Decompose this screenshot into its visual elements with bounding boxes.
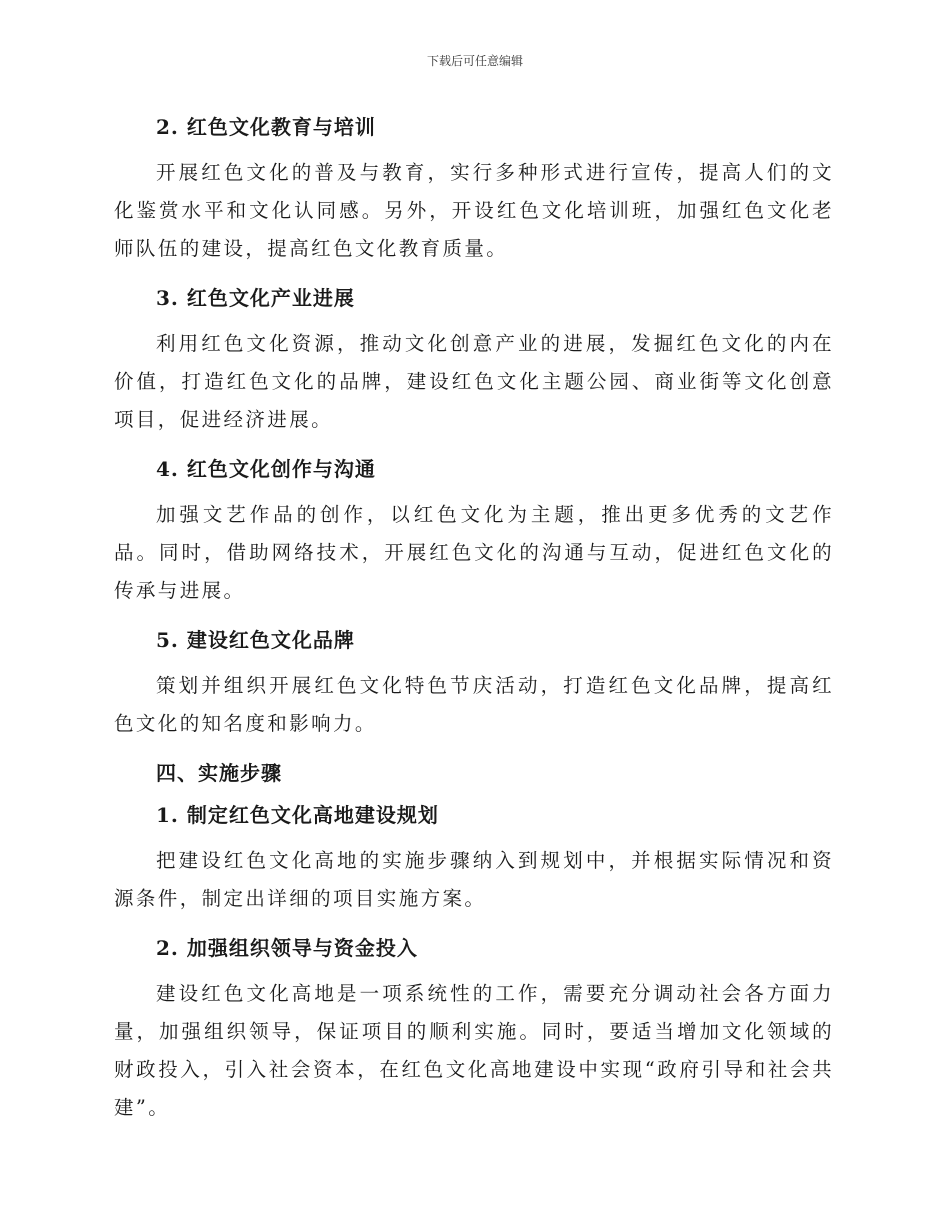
chapter-heading: 四、实施步骤	[156, 761, 282, 785]
step-heading: 1. 制定红色文化高地建设规划	[156, 803, 439, 827]
page-header: 下载后可任意编辑	[426, 54, 523, 68]
step-paragraph: 把建设红色文化高地的实施步骤纳入到规划中，并根据实际情况和资源条件，制定出详细的项目实施方案。	[114, 849, 834, 910]
section-heading: 3. 红色文化产业进展	[156, 286, 355, 310]
section-heading: 5. 建设红色文化品牌	[156, 628, 355, 652]
section-heading: 2. 红色文化教育与培训	[156, 115, 376, 139]
section-paragraph: 开展红色文化的普及与教育，实行多种形式进行宣传，提高人们的文化鉴赏水平和文化认同感。另外，开设红色文化培训班，加强红色文化老师队伍的建设，提高红色文化教育质量。	[114, 161, 834, 260]
step-heading: 2. 加强组织领导与资金投入	[156, 936, 418, 960]
section-paragraph: 加强文艺作品的创作，以红色文化为主题，推出更多优秀的文艺作品。同时，借助网络技术，开展红色文化的沟通与互动，促进红色文化的传承与进展。	[114, 503, 834, 602]
section-paragraph: 利用红色文化资源，推动文化创意产业的进展，发掘红色文化的内在价值，打造红色文化的品牌，建设红色文化主题公园、商业街等文化创意项目，促进经济进展。	[114, 332, 834, 431]
document-body	[114, 112, 834, 1127]
section-paragraph: 策划并组织开展红色文化特色节庆活动，打造红色文化品牌，提高红色文化的知名度和影响力。	[114, 674, 834, 735]
section-heading: 4. 红色文化创作与沟通	[156, 457, 376, 481]
step-paragraph: 建设红色文化高地是一项系统性的工作，需要充分调动社会各方面力量，加强组织领导，保证项目的顺利实施。同时，要适当增加文化领域的财政投入，引入社会资本，在红色文化高地建设中实现“政府引导和社会共建”。	[114, 982, 834, 1119]
